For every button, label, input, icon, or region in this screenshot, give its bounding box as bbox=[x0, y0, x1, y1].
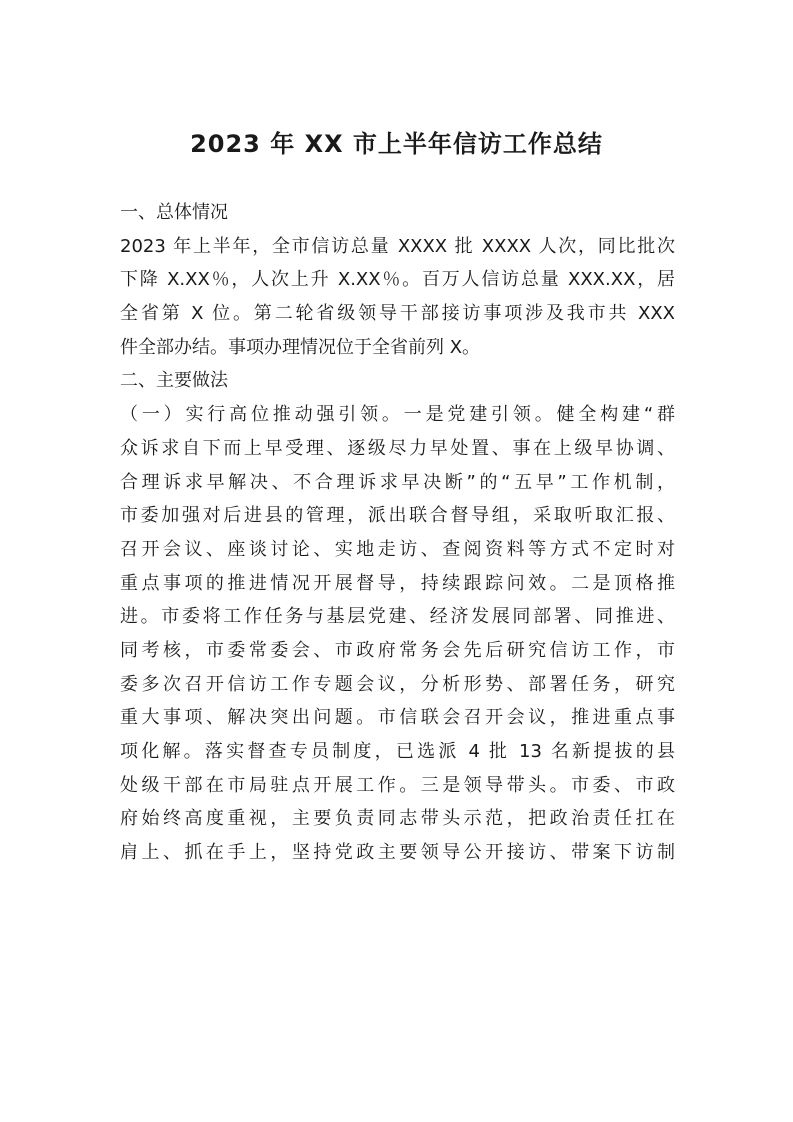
text-line: 下降 X.XX％，人次上升 X.XX％。百万人信访总量 XXX.XX，居 bbox=[120, 269, 675, 291]
text-line: 合理诉求早解决、不合理诉求早决断”的“五早”工作机制， bbox=[120, 471, 675, 493]
document-body bbox=[120, 196, 675, 870]
text-line: 召开会议、座谈讨论、实地走访、查阅资料等方式不定时对 bbox=[120, 538, 675, 560]
text-line: （一）实行高位推动强引领。一是党建引领。健全构建“群 bbox=[120, 404, 675, 426]
text-line: 2023 年上半年，全市信访总量 XXXX 批 XXXX 人次，同比批次 bbox=[120, 235, 675, 257]
text-line: 处级干部在市局驻点开展工作。三是领导带头。市委、市政 bbox=[120, 774, 675, 796]
text-line: 二、主要做法 bbox=[120, 370, 228, 392]
text-line: 肩上、抓在手上，坚持党政主要领导公开接访、带案下访制 bbox=[120, 842, 675, 864]
text-line: 府始终高度重视，主要负责同志带头示范，把政治责任扛在 bbox=[120, 808, 675, 830]
text-line: 重大事项、解决突出问题。市信联会召开会议，推进重点事 bbox=[120, 707, 675, 729]
text-line: 项化解。落实督查专员制度，已选派 4 批 13 名新提拔的县 bbox=[120, 741, 675, 762]
text-line: 重点事项的推进情况开展督导，持续跟踪问效。二是顶格推 bbox=[120, 572, 675, 594]
text-line: 委多次召开信访工作专题会议，分析形势、部署任务，研究 bbox=[120, 673, 675, 695]
text-line: 一、总体情况 bbox=[120, 202, 228, 223]
text-line: 进。市委将工作任务与基层党建、经济发展同部署、同推进、 bbox=[120, 606, 675, 628]
text-line: 市委加强对后进县的管理，派出联合督导组，采取听取汇报、 bbox=[120, 505, 675, 527]
text-line: 同考核，市委常委会、市政府常务会先后研究信访工作，市 bbox=[120, 639, 675, 661]
text-line: 全省第 X 位。第二轮省级领导干部接访事项涉及我市共 XXX bbox=[120, 303, 675, 325]
document-title: 2023 年 XX 市上半年信访工作总结 bbox=[190, 130, 603, 158]
text-line: 件全部办结。事项办理情况位于全省前列 X。 bbox=[120, 336, 481, 358]
text-line: 众诉求自下而上早受理、逐级尽力早处置、事在上级早协调、 bbox=[120, 437, 675, 459]
